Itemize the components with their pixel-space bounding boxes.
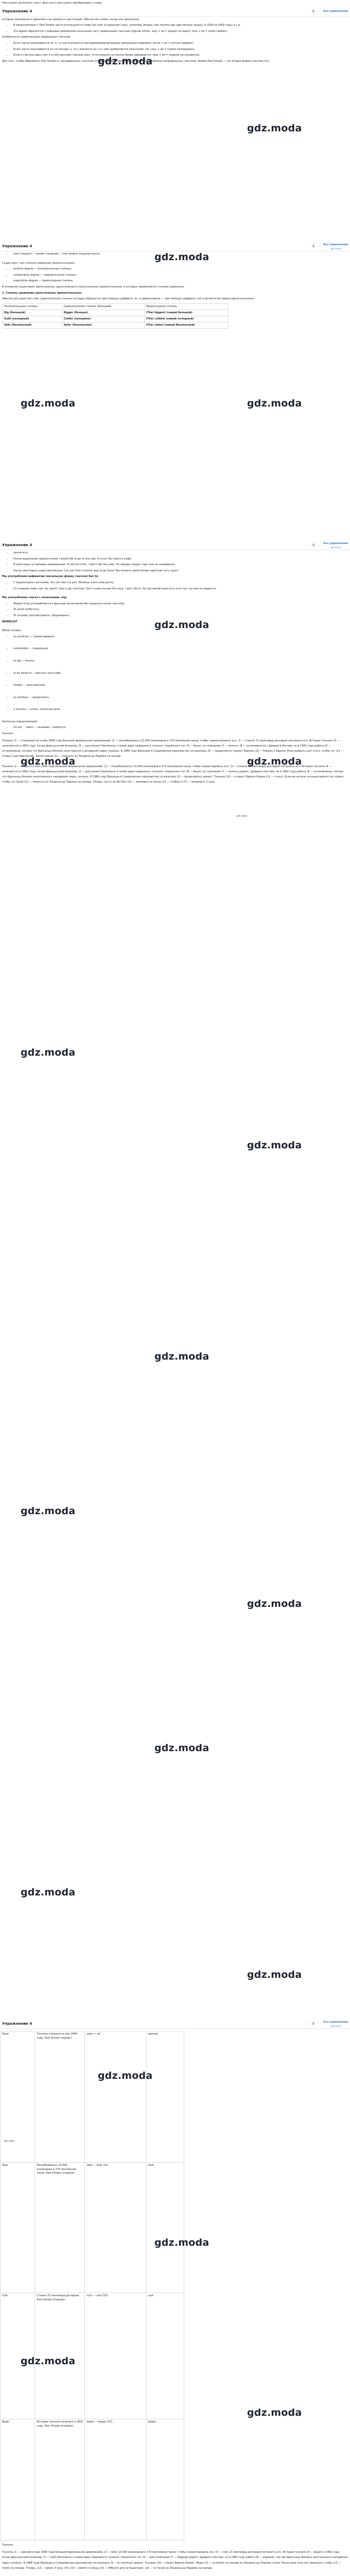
list-item: • Если глагол оканчивается на -е, то она опускается при формировании формы прошедшего времени: arrive + ed = arrived (прибыл).	[11, 42, 348, 46]
exercise-title: Упражнение 4	[2, 2021, 32, 2026]
watermark: gdz.moda	[21, 756, 76, 767]
table-row	[1, 2419, 184, 2540]
paragraph-heading: 1. Степень сравнения односложных прилагательных.	[2, 291, 83, 295]
table-cell: (The) safest (самый безопасный)	[144, 322, 228, 328]
all-exercises-sub: gdz.moda	[330, 247, 341, 250]
table-row	[1, 2293, 184, 2419]
table-row	[1, 2031, 184, 2163]
table-header-cell: Положительная степень	[3, 303, 62, 310]
translation-cell: Стоило 21 миллиард долларов. Past Simple (irregular)	[35, 2293, 85, 2419]
words-label: Words (слова):	[2, 629, 22, 633]
forms-cell: cost — cost (V2)	[85, 2293, 146, 2419]
past-cell: began	[146, 2419, 184, 2540]
translation-cell: Потребовалось 13.000 инженеров и 170 миллионов часов. Past Simple (irregular)	[35, 2163, 85, 2293]
all-exercises-label[interactable]: Все упражнения	[323, 2021, 348, 2024]
watermark: gdz.moda	[247, 123, 302, 134]
table-row	[3, 316, 229, 322]
list-item: • Если глагол оканчивается на согласную -у, то у меняется на i и к ней прибавляется окончание -ed: copy + ed = copied (скопирован).	[11, 48, 348, 52]
table-cell: Safe (безопасный)	[3, 322, 62, 328]
watermark: gdz.moda	[247, 1598, 302, 1609]
list-item: • прочитать.	[11, 551, 348, 555]
section-3	[0, 541, 350, 2020]
table-cell: Bigger (больше)	[62, 310, 144, 316]
paragraph: Существует три степени сравнения прилагательных:	[2, 261, 76, 265]
exercise-header	[0, 242, 350, 251]
list-item: • В некоторых устойчивых выражениях. To tell the truth, I didn't like the cake. По правде говоря, торт мне не понравился.	[11, 563, 348, 567]
watermark: gdz.moda	[98, 56, 153, 67]
watermark: gdz.moda	[21, 398, 76, 409]
page-number[interactable]: 5	[312, 543, 315, 547]
word-item: • a success — успех, успешное дело	[11, 708, 348, 712]
list-item: • hard (трудно) — harder (труднее) — the hardest (труднее всего)	[11, 252, 348, 257]
watermark-small: gdz.moda	[237, 815, 247, 817]
prev-arrow-icon[interactable]: ‹	[306, 543, 308, 547]
word-item: • to dig — копать	[11, 659, 348, 664]
list-item: • После некоторых существительных: Can you find a shorter way to go there? Вы можете найти более короткий путь туда?	[11, 569, 348, 573]
all-exercises-sub: gdz.moda	[330, 546, 341, 549]
list-item: • Если в глаголе один слог и в нём краткий гласный звук, то последняя согласная буква удваивается: stop + ed = stopped (остановился).	[11, 54, 348, 58]
all-exercises-link[interactable]	[323, 2021, 348, 2027]
verb-table	[0, 2031, 184, 2540]
watermark: gdz.moda	[247, 398, 302, 409]
exercise-pager	[306, 2022, 320, 2026]
forms-cell: begin — began (V2)	[85, 2419, 146, 2540]
past-cell: took	[146, 2163, 184, 2293]
exercise-pager	[306, 245, 320, 249]
word-item: • to continue — продолжать	[11, 696, 348, 700]
translation-cell: Туннель открылся в мае 1994 года. Past Simple (regular)	[35, 2031, 85, 2163]
exercise-header	[0, 2020, 350, 2029]
watermark: gdz.moda	[247, 1140, 302, 1151]
list-item: • В предложениях с Past Simple часто используются слова last year (в прошлом году), yesterday (вчера), two months ago (два месяца назад), in 2009 (в 2009 году) и т.д.	[11, 24, 348, 28]
paragraph: Особенности правописания правильных глаголов:	[2, 36, 72, 39]
watermark: gdz.moda	[154, 619, 209, 631]
exercise-header	[0, 8, 350, 17]
prev-arrow-icon[interactable]: ‹	[306, 244, 308, 248]
paragraph-heading: Мы употребляем глагол с окончанием -ing:	[2, 596, 67, 600]
translation-cell: История туннеля началась в 1802 году. Past Simple (irregular)	[35, 2419, 85, 2540]
word-item: • to construct — спроектировать	[11, 635, 348, 639]
sentence-item: • (to be) ... taken — занимает, требуется	[11, 726, 348, 730]
tunnel-text: Туннель (1 — открыт) в мае 1994 года большой формальной церемонией. (2 — потребовалось) 13.000 инженеров и 170 миллионов часов, чтобы спроектировать его. (3 — стоило) 21 миллиард долларов построить его. История туннеля (4 — начинается) в 1802 году, когда французский инженер, (5 — рассказал) Наполеону о своей идее подводного туннеля. Серьёзного тут (6 — было) тут компания (7 — копать) рядом с Дувром в Англии, но в 1882 году работа (8 — остановлена), потому что британцы боялись иностранного нападения через туннель. В 1986 году Франция и Соединённое королевство согласились (9 — продолжить) проект. Туннель (10 — открыт) Европе ближе (11 — стать). Если вы хотели путешествовать по стране, чтобы тут были (12 — поехать) из Лондона до Парижа на поезде. Теперь, пусть он бы был (13 — занимает) и поезд (14 — чтобы) и (15 — занимает) 3 часа.	[2, 765, 344, 784]
all-exercises-label[interactable]: Все упражнения	[323, 10, 348, 13]
verb-cell: Take	[1, 2163, 35, 2293]
watermark: gdz.moda	[154, 1351, 209, 1362]
forms-cell: take — took (V2)	[85, 2163, 146, 2293]
list-item: • comparative degree — сравнительная степень;	[11, 274, 348, 278]
table-cell: Safer (безопаснее)	[62, 322, 144, 328]
all-exercises-sub: gdz.moda	[330, 2024, 341, 2027]
table-header-cell: Превосходная степень	[144, 303, 228, 310]
prev-arrow-icon[interactable]: ‹	[306, 10, 308, 14]
table-cell: Big (большой)	[3, 310, 62, 316]
top-intro: Нам нужно дополнить текст. Для этого нам нужно преобразовать слова,	[2, 2, 102, 5]
table-row	[1, 2163, 184, 2293]
word-item: • underwater — подводный	[11, 647, 348, 651]
all-exercises-link[interactable]	[323, 10, 348, 14]
exercise-pager	[306, 10, 320, 14]
wordlist-title: WORDLIST	[2, 620, 18, 623]
table-cell: (The) coldest (самый холодный)	[144, 316, 228, 322]
exercise-title: Упражнение 4	[2, 543, 32, 547]
section-4	[0, 2020, 350, 2576]
list-item: • После выражения предпочтения I would like to go to the cafe. Я хотел бы пойти в кафе.	[11, 557, 348, 562]
next-arrow-icon[interactable]: ›	[319, 244, 321, 248]
exercise-title: Упражнение 4	[2, 9, 32, 14]
word-item: • foreign — иностранный	[11, 684, 348, 688]
paragraph: Обычно для коротких слов, сравнительная степень которых образуется при помощи суффикса -er, а превосходная — при помощи суффикса -est и артикля the перед прилагательным.	[2, 297, 255, 301]
paragraph: которые произошли в прошлом и не связаны о настоящим. Обычно мы знаем, когда оно произошло.	[2, 18, 140, 21]
list-item: • Форма V-ing употребляется в функции дополнения без предлога после глаголов:	[11, 602, 348, 606]
past-cell: opened	[146, 2031, 184, 2163]
table-row	[3, 322, 229, 328]
paragraph: Для того, чтобы образовать Past Simple от неправильных глаголов (irregular verbs), нам нужно обратиться к таблице неправильных глаголов. Форма Past Simple — это вторая форма глагола (V2).	[2, 59, 270, 63]
watermark: gdz.moda	[98, 2070, 153, 2081]
comparison-table	[2, 303, 229, 329]
next-arrow-icon[interactable]: ›	[319, 543, 321, 547]
watermark: gdz.moda	[21, 1047, 76, 1058]
list-item: • С модальными глаголами. You can take my pen. Можешь взять мою ручку.	[11, 581, 348, 585]
sentences-label: Sentences (предложения):	[2, 720, 38, 723]
tunnel-label: Туннель	[2, 2544, 13, 2547]
verb-cell: Cost	[1, 2293, 35, 2419]
list-item: • To consider (рассматривать, обдумывать).	[11, 614, 348, 618]
paragraph-heading: Мы употребляем инфинитив (начальную форму глагола) без to:	[2, 575, 99, 579]
section-1	[0, 0, 350, 242]
tunnel-text: Туннель (1 — opened) в мае 1994 года большой формальной церемонией. (2 — took) 13.000 инженеров и 170 миллионов часов, чтобы спроектировать его. (3 — cost) 21 миллиард долларов построить его. История туннеля (4 — began) в 1802 году, когда французский инженер, (5 — told) Наполеону о своей идее подводного туннеля. Серьёзного тут (6 — was) компания (7 — digging) рядом с Дувром в Англии, но в 1882 году работа (8 — stopped), так как британцы боялись иностранного нападения через туннель. В 1986 году Франция и Соединённое королевство согласились (9 — to continue) проект. Туннель (10 — closer) Европе ближе. Люди (11 — to travel) на поезде из Лондона до Парижа стали. После всех этих лет довольно, чтобы (12 — more) на поезде. Теперь, (13 — takes) 3 часа. Это (14 — better) и поезд (15 — difficult) для путешествия. (16 — to travel) из Лондона до Парижа на поезде.	[2, 2550, 347, 2570]
verb-cell: Open	[1, 2031, 35, 2163]
paragraph: В основном существуют односложные, двухсложные и многосложные прилагательные, в которых применяются степени сравнения.	[2, 285, 185, 289]
exercise-pager	[306, 544, 320, 548]
all-exercises-link[interactable]	[323, 542, 348, 549]
page-number[interactable]: 5	[312, 244, 315, 248]
watermark: gdz.moda	[154, 1742, 209, 1754]
verb-cell: Begin	[1, 2419, 35, 2540]
next-arrow-icon[interactable]: ›	[319, 10, 321, 14]
all-exercises-label[interactable]: Все упражнения	[323, 542, 348, 546]
watermark: gdz.moda	[154, 2237, 209, 2248]
tunnel-text: Туннель (1 — открывается) в мае 1994 года большой формальной церемонией. (2 — потребовалось) 13.000 инженеров и 170 миллионов часов, чтобы спроектировать его. (3 — стоило) 21 миллиард долларов построить его. История туннеля (4 — начинается) в 1802 году, когда французский инженер, (5 — рассказал) Наполеону о своей идее подводного туннеля. Серьёзного тут (6 — было) тут компания (7 — копать) (8 — остановиться) с Дувром в Англии, но в 1882 году работа (8 — остановлена), потому что британцы боялись иностранного нападения через туннель. В 1986 году Франция и Соединённое королевство согласились (9 — продолжить) проект Европы (10 — ближе) к Европе. Если выбрать для этого, чтобы тут (11 — открыт) для британцев. Зачем поезд (12 — поехать) из Лондона до Парижа на поезде.	[2, 739, 344, 758]
list-item: • Со словами make, see, let, watch, hear и др.глаголах. Don't make me eat this soup. I don't like it. Не заставляй меня есть этот суп, он мне не нравится.	[11, 587, 348, 591]
table-cell: Gold (холодный)	[3, 316, 62, 322]
table-header-cell: Сравнительная степень (Бóльший)	[62, 303, 144, 310]
watermark: gdz.moda	[247, 1969, 302, 1980]
table-cell: Colder (холоднее)	[62, 316, 144, 322]
prev-arrow-icon[interactable]: ‹	[306, 2022, 308, 2026]
exercise-title: Упражнение 4	[2, 244, 32, 248]
watermark-small: gdz.moda	[4, 2140, 14, 2142]
forms-cell: open → ed	[85, 2031, 146, 2163]
section-2	[0, 242, 350, 541]
all-exercises-label[interactable]: Все упражнения	[323, 243, 348, 247]
next-arrow-icon[interactable]: ›	[319, 2022, 321, 2026]
past-cell: cost	[146, 2293, 184, 2419]
table-header-row	[3, 303, 229, 310]
list-item: • superlative degree — превосходная степень.	[11, 279, 348, 283]
list-item: • positive degree — положительная степень;	[11, 267, 348, 272]
table-row	[3, 310, 229, 316]
page-number[interactable]: 5	[312, 10, 315, 14]
table-cell: (The) biggest (самый большой)	[144, 310, 228, 316]
watermark: gdz.moda	[21, 1887, 76, 1898]
watermark: gdz.moda	[21, 1505, 76, 1517]
list-item: • Это время образуется с помощью добавления окончания -ed к правильным глаголам (regular verbs): stay + ed = stayed (оставил), love + ed = loved (любил).	[11, 30, 348, 34]
all-exercises-link[interactable]	[323, 243, 348, 250]
watermark: gdz.moda	[247, 756, 302, 767]
list-item: • To avoid (избегать),	[11, 608, 348, 612]
watermark: gdz.moda	[21, 2355, 76, 2367]
watermark: gdz.moda	[247, 2407, 302, 2418]
tunnel-label: Туннель	[2, 732, 13, 736]
page-number[interactable]: 5	[312, 2022, 315, 2026]
word-item: • to be afraid of — бояться чего-либо	[11, 672, 348, 676]
watermark: gdz.moda	[154, 251, 209, 263]
exercise-header	[0, 541, 350, 550]
